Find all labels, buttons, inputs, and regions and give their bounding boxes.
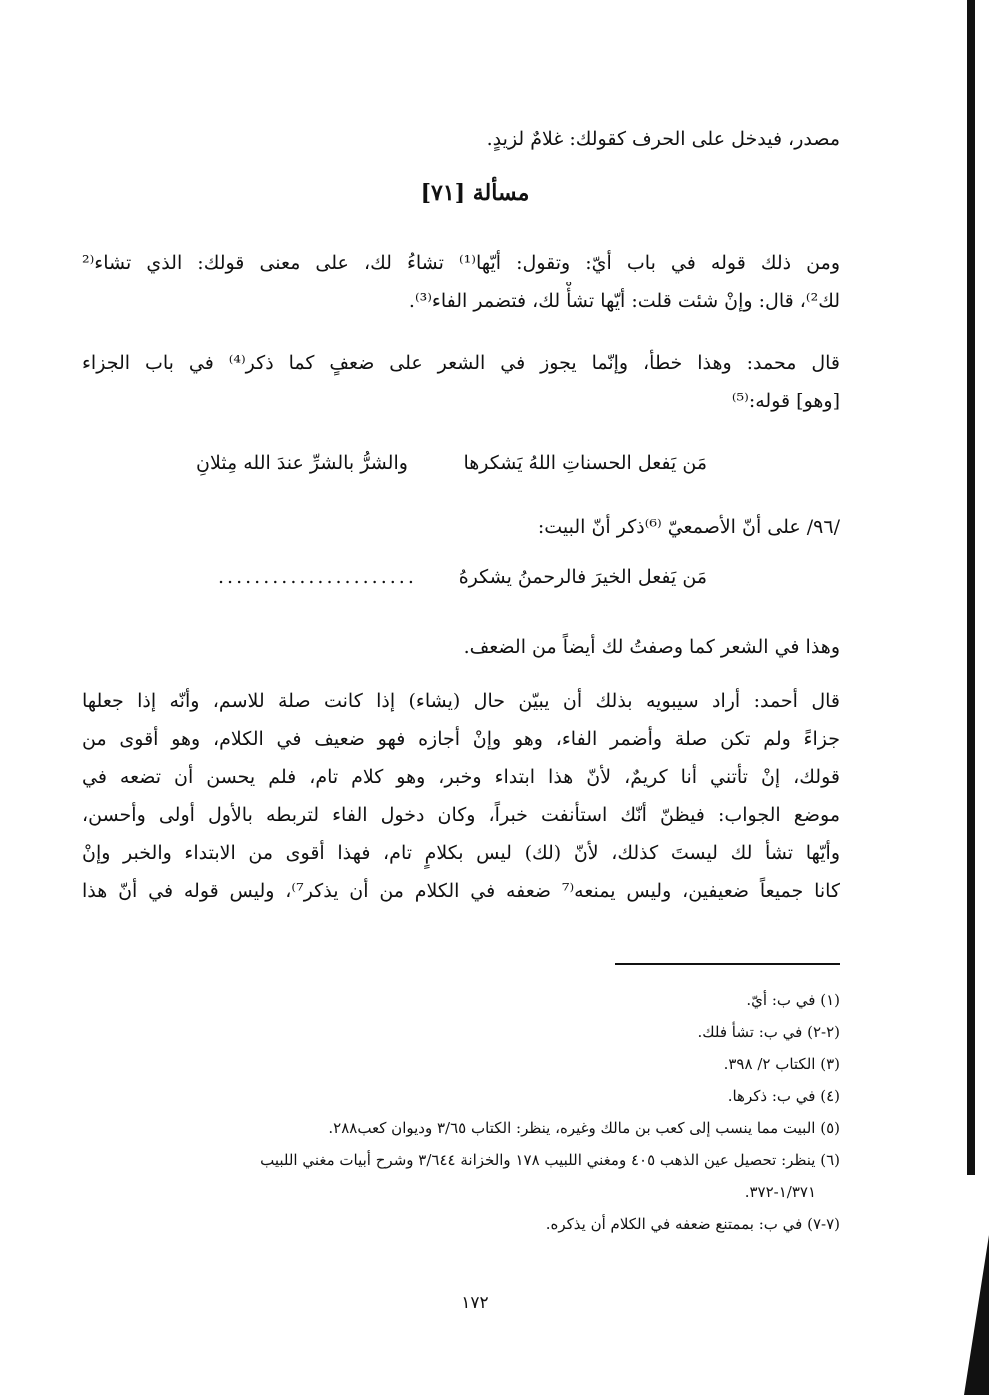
footnote-6: (٦) ينظر: تحصيل عين الذهب ٤٠٥ ومغني اللبيب ١٧٨ والخزانة ٣/٦٤٤ وشرح أبيات مغني اللبيب xyxy=(260,1151,840,1169)
paragraph-2-line-1: قال محمد: وهذا خطأ، وإنّما يجوز في الشعر على ضعفٍ كما ذكر⁽⁴⁾ في باب الجزاء xyxy=(82,352,840,374)
paragraph-1-line-1: ومن ذلك قوله في باب أيّ: وتقول: أيّها⁽¹⁾ تشاءُ لك، على معنى قولك: الذي تشاء⁽² xyxy=(82,252,840,274)
weak-line-block xyxy=(82,628,840,666)
paragraph-3-line-3: قولك، إنْ تأتني أنا كريمٌ، لأنّ هذا ابتداء وخبر، وهو كلام تام، فلم يحسن أن تضعه في xyxy=(82,766,840,788)
footnote-7: (٧-٧) في ب: بممتنع ضعفه في الكلام أن يذكره. xyxy=(545,1215,840,1233)
footnote-1: (١) في ب: أيّ. xyxy=(746,991,840,1009)
page-number: ١٧٢ xyxy=(461,1293,489,1313)
scan-corner-wedge xyxy=(869,1235,989,1395)
verse-2-first-hemistich: مَن يَفعل الخيرَ فالرحمنُ يشكرهُ xyxy=(458,566,707,588)
paragraph-3 xyxy=(82,682,840,910)
footnote-5: (٥) البيت مما ينسب إلى كعب بن مالك وغيره، ينظر: الكتاب ٣/٦٥ وديوان كعب٢٨٨. xyxy=(328,1119,840,1137)
paragraph-1 xyxy=(82,244,840,320)
top-line: مصدر، فيدخل على الحرف كقولك: غلامٌ لزيدٍ. xyxy=(486,128,840,150)
line-96-block xyxy=(82,508,840,546)
paragraph-3-line-4: موضع الجواب: فيظنّ أنّك استأنفت خبراً، وكان دخول الفاء لتربطه بالأول أولى وأحسن، xyxy=(82,804,840,826)
top-line-block xyxy=(82,120,840,158)
scan-edge-bar xyxy=(967,0,975,1175)
verse-2-ellipsis: ...................... xyxy=(218,566,417,588)
weak-line: وهذا في الشعر كما وصفتُ لك أيضاً من الضعف. xyxy=(463,636,840,658)
paragraph-1-line-2: لك²⁾، قال: وإنْ شئت قلت: أيّها تشأْ لك، فتضمر الفاء⁽³⁾. xyxy=(408,290,840,312)
paragraph-2 xyxy=(82,344,840,420)
footnote-2: (٢-٢) في ب: تشأ فلك. xyxy=(697,1023,840,1041)
verse-1-second-hemistich: والشرُّ بالشرِّ عندَ الله مِثلانِ xyxy=(196,452,408,474)
line-96: /٩٦/ على أنّ الأصمعيّ ⁽⁶⁾ذكر أنّ البيت: xyxy=(537,516,840,538)
footnote-separator xyxy=(615,963,840,965)
paragraph-3-line-6: كانا جميعاً ضعيفين، وليس يمنعه⁽⁷ ضعفه في الكلام من أن يذكر⁷⁾، وليس قوله في أنّ هذا xyxy=(82,880,840,902)
paragraph-3-line-2: جزاءً ولم تكن صلة وأضمر الفاء، وهو وإنْ أجازه فهو ضعيف في الكلام، وهو أقوى من xyxy=(82,728,840,750)
paragraph-3-line-1: قال أحمد: أراد سيبويه بذلك أن يبيّن حال (يشاء) إذا كانت صلة للاسم، وأنّه إذا جعلها xyxy=(82,690,840,712)
section-heading: مسألة [٧١] xyxy=(420,180,530,206)
footnotes xyxy=(82,984,840,1240)
footnote-6-continuation: ١/٣٧١-٣٧٢. xyxy=(744,1183,816,1201)
paragraph-2-line-2: [وهو] قوله:⁽⁵⁾ xyxy=(731,390,840,412)
footnote-3: (٣) الكتاب ٢/ ٣٩٨. xyxy=(723,1055,840,1073)
verse-1-first-hemistich: مَن يَفعل الحسناتِ اللهُ يَشكرها xyxy=(463,452,707,474)
footnote-4: (٤) في ب: ذكرها. xyxy=(727,1087,840,1105)
paragraph-3-line-5: وأيّها تشأ لك ليستَ كذلك، لأنّ (لك) ليس بكلامٍ تام، فهذا أقوى من الابتداء والخبر وإنْ xyxy=(82,842,840,864)
